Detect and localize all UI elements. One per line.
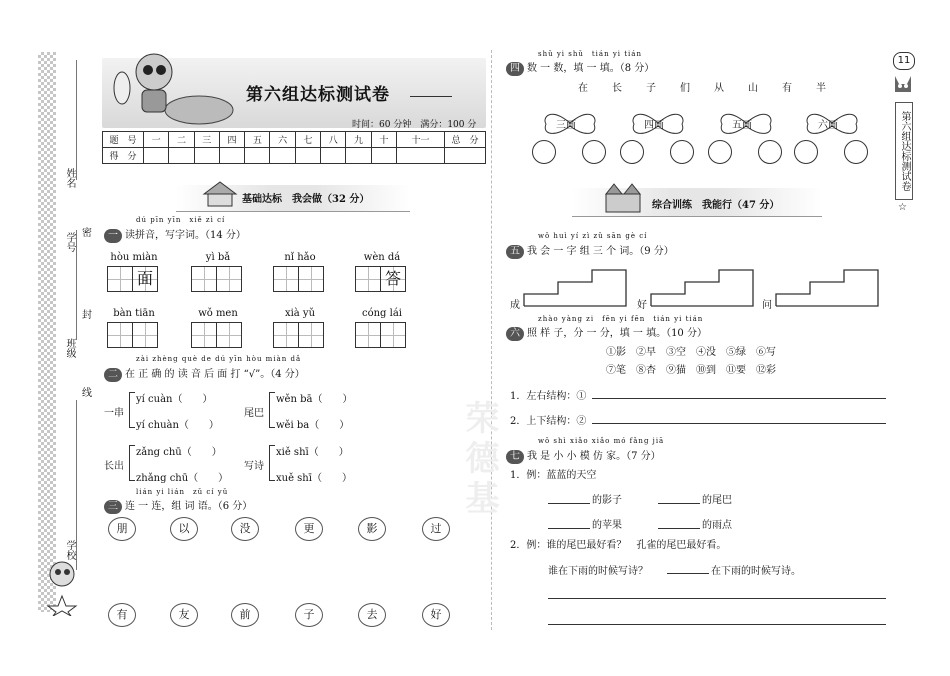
score-input-cell[interactable] (270, 148, 295, 164)
q4-number: 四 (506, 62, 524, 76)
center-fold (491, 50, 492, 630)
q4-char: 山 (748, 83, 758, 94)
q2-number: 二 (104, 368, 122, 382)
q7-s1: 谁在下雨的时候写诗？ (548, 566, 648, 577)
q4-char: 有 (782, 83, 792, 94)
score-header-cell: 九 (346, 132, 371, 148)
section1-title: 基础达标 我会做（32 分） (242, 194, 370, 205)
watermark: 荣德基 (459, 400, 499, 520)
char-cell[interactable] (216, 266, 242, 292)
q2-pinyin: zài zhèng què de dú yīn hòu miàn dǎ (136, 355, 302, 363)
q5-number: 五 (506, 245, 524, 259)
q1-number: 一 (104, 229, 122, 243)
score-header-cell: 七 (295, 132, 320, 148)
answer-circle[interactable] (708, 140, 732, 164)
q4-text: 数 一 数，填 一 填。（8 分） (527, 63, 655, 74)
name-label: 姓名 (64, 168, 75, 188)
q1-writing-grid[interactable] (108, 322, 158, 348)
answer-circle[interactable] (582, 140, 606, 164)
q1-pinyin-label: wǒ men (198, 308, 238, 319)
score-header-cell: 二 (169, 132, 194, 148)
q4-char: 在 (578, 83, 588, 94)
mascot-icon (42, 556, 82, 616)
q7-blank2[interactable] (658, 503, 700, 504)
q7-example1: 1．例：蓝蓝的天空 (510, 470, 597, 481)
q7-blank4[interactable] (658, 528, 700, 529)
q7-number: 七 (506, 450, 524, 464)
q2-brace (129, 445, 135, 481)
q4-char: 们 (680, 83, 690, 94)
word-flower[interactable]: 好 (422, 603, 450, 627)
q2-brace (269, 392, 275, 428)
char-cell[interactable] (191, 322, 217, 348)
q6-number: 六 (506, 327, 524, 341)
id-label: 学号 (64, 232, 75, 252)
q1-pinyin-label: nǐ hǎo (284, 252, 316, 263)
score-header-cell: 五 (245, 132, 270, 148)
star-icon: ☆ (898, 202, 907, 213)
score-input-cell[interactable] (321, 148, 346, 164)
word-flower[interactable]: 子 (295, 603, 323, 627)
q5-pinyin: wǒ huì yí zì zǔ sān gè cí (538, 232, 648, 240)
page-title: 第六组达标测试卷 (246, 85, 390, 105)
q7-blank3[interactable] (548, 528, 590, 529)
answer-circle[interactable] (670, 140, 694, 164)
q5-heading (506, 242, 674, 259)
score-header-cell: 题 号 (103, 132, 144, 148)
stroke-count-label: 三画 (556, 120, 576, 131)
q7-pinyin: wǒ shì xiǎo xiǎo mó fǎng jiā (538, 437, 665, 445)
q1-pinyin-label: cóng lái (362, 308, 402, 319)
q4-heading (506, 59, 654, 76)
q3-number: 三 (104, 500, 122, 514)
q1-pinyin-label: yì bǎ (205, 252, 231, 263)
word-flower[interactable]: 以 (170, 517, 198, 541)
word-flower[interactable]: 没 (231, 517, 259, 541)
q1-pinyin-label: hòu miàn (110, 252, 158, 263)
stroke-count-label: 六画 (818, 120, 838, 131)
q2-text: 在 正 确 的 读 音 后 面 打 “√”。（4 分） (125, 369, 305, 380)
q2-option[interactable]: zhǎng chū（ ） (136, 473, 229, 484)
q4-char: 半 (816, 83, 826, 94)
q4-char: 长 (612, 83, 622, 94)
char-cell[interactable] (273, 322, 299, 348)
score-header-cell: 三 (194, 132, 219, 148)
q2-word: 写诗 (244, 461, 264, 472)
q2-option[interactable]: yí chuàn（ ） (136, 420, 219, 431)
score-input-cell[interactable] (169, 148, 194, 164)
stroke-count-label: 五画 (732, 120, 752, 131)
q1-pinyin-label: wèn dá (363, 252, 401, 263)
cartoon-mascot-icon (104, 48, 234, 128)
seal-mi: 密 (82, 228, 92, 239)
q2-option[interactable]: wěn bā（ ） (276, 394, 353, 405)
score-input-cell[interactable] (371, 148, 396, 164)
q7-b2: 的尾巴 (702, 495, 732, 506)
q1-writing-grid[interactable] (356, 322, 406, 348)
char-cell[interactable] (107, 322, 133, 348)
score-header-cell: 四 (219, 132, 244, 148)
q2-option[interactable]: xuě shī（ ） (276, 473, 352, 484)
word-flower[interactable]: 去 (358, 603, 386, 627)
q6-pinyin: zhào yàng zi fēn yi fēn tián yi tián (538, 315, 704, 323)
word-flower[interactable]: 前 (231, 603, 259, 627)
q1-writing-grid[interactable] (192, 266, 242, 292)
q7-example2: 2．例：谁的尾巴最好看？ 孔雀的尾巴最好看。 (510, 540, 727, 551)
score-header-cell: 十 (371, 132, 396, 148)
q6-text: 照 样 子，分 一 分，填 一 填。（10 分） (527, 328, 707, 339)
q2-word: 长出 (104, 461, 124, 472)
word-flower[interactable]: 更 (295, 517, 323, 541)
section2-title: 综合训练 我能行（47 分） (652, 200, 780, 211)
q2-heading (104, 365, 305, 382)
school-label: 学校 (64, 540, 75, 560)
q2-option[interactable]: yí cuàn（ ） (136, 394, 213, 405)
q7-answer-line2[interactable] (548, 624, 886, 625)
char-cell[interactable] (355, 266, 381, 292)
seal-xian: 线 (82, 388, 92, 399)
q2-option[interactable]: zǎng chū（ ） (136, 447, 222, 458)
q6-answer2-line[interactable] (592, 423, 886, 424)
q4-char: 子 (646, 83, 656, 94)
q7-blank5[interactable] (667, 573, 709, 574)
word-flower[interactable]: 过 (422, 517, 450, 541)
q2-option[interactable]: xiě shī（ ） (276, 447, 349, 458)
q6-row1: ①影 ②早 ③空 ④没 ⑤绿 ⑥写 (606, 347, 776, 358)
score-input-cell[interactable] (295, 148, 320, 164)
side-title: 第六组达标测试卷 (895, 102, 913, 200)
q6-answer2-label: 2．上下结构：② (510, 416, 587, 427)
q7-blank1[interactable] (548, 503, 590, 504)
score-header-cell: 十一 (396, 132, 444, 148)
char-cell[interactable] (298, 266, 324, 292)
stroke-count-label: 四画 (644, 120, 664, 131)
q6-heading (506, 324, 707, 341)
char-cell[interactable] (380, 322, 406, 348)
q7-text: 我 是 小 小 模 仿 家。（7 分） (527, 451, 661, 462)
q1-writing-grid[interactable] (356, 266, 406, 292)
score-input-cell[interactable] (245, 148, 270, 164)
char-cell[interactable] (273, 266, 299, 292)
q1-text: 读拼音，写字词。（14 分） (125, 230, 246, 241)
q5-char: 成 (510, 300, 520, 311)
q2-brace (129, 392, 135, 428)
score-input-cell[interactable] (445, 148, 486, 164)
q1-writing-grid[interactable] (108, 266, 158, 292)
char-cell[interactable]: 答 (380, 266, 406, 292)
class-label: 班级 (64, 338, 75, 358)
score-table (102, 131, 486, 164)
q5-char: 问 (762, 300, 772, 311)
q1-writing-grid[interactable] (274, 266, 324, 292)
q6-answer1-line[interactable] (592, 398, 886, 399)
score-label-cell: 得 分 (103, 148, 144, 164)
q1-writing-grid[interactable] (192, 322, 242, 348)
q1-pinyin-label: xià yǔ (284, 308, 316, 319)
score-header-cell: 一 (144, 132, 169, 148)
name-line (76, 60, 77, 180)
q2-brace (269, 445, 275, 481)
cat-icon (891, 70, 915, 100)
score-input-cell[interactable] (396, 148, 444, 164)
word-flower[interactable]: 朋 (108, 517, 136, 541)
q4-char: 从 (714, 83, 724, 94)
char-cell[interactable] (132, 322, 158, 348)
char-cell[interactable] (191, 266, 217, 292)
q1-writing-grid[interactable] (274, 322, 324, 348)
time-info: 时间：60 分钟 满分：100 分 (352, 120, 477, 130)
q5-char: 好 (637, 300, 647, 311)
word-stairs[interactable] (522, 268, 632, 308)
char-cell[interactable] (216, 322, 242, 348)
char-cell[interactable] (355, 322, 381, 348)
q7-answer-line1[interactable] (548, 598, 886, 599)
answer-circle[interactable] (758, 140, 782, 164)
q5-text: 我 会 一 字 组 三 个 词。（9 分） (527, 246, 674, 257)
q6-row2: ⑦笔 ⑧杏 ⑨猫 ⑩到 ⑪要 ⑫彩 (606, 365, 776, 376)
q2-word: 尾巴 (244, 408, 264, 419)
score-input-cell[interactable] (219, 148, 244, 164)
score-input-cell[interactable] (194, 148, 219, 164)
char-cell[interactable]: 面 (132, 266, 158, 292)
q6-answer1-label: 1．左右结构：① (510, 391, 587, 402)
word-flower[interactable]: 有 (108, 603, 136, 627)
page-number: 11 (893, 52, 915, 70)
q1-heading (104, 226, 246, 243)
q3-pinyin: lián yi lián zǔ cí yǔ (136, 488, 229, 496)
char-cell[interactable] (107, 266, 133, 292)
binding-pattern (38, 52, 56, 612)
q7-s2: 在下雨的时候写诗。 (711, 566, 801, 577)
q3-text: 连 一 连，组 词 语。（6 分） (125, 501, 253, 512)
q4-pinyin: shǔ yi shǔ tián yi tián (538, 50, 642, 58)
answer-circle[interactable] (844, 140, 868, 164)
answer-circle[interactable] (794, 140, 818, 164)
score-input-cell[interactable] (346, 148, 371, 164)
score-input-cell[interactable] (144, 148, 169, 164)
house-icon (200, 180, 240, 208)
word-flower[interactable]: 友 (170, 603, 198, 627)
q2-word: 一串 (104, 408, 124, 419)
word-stairs[interactable] (774, 268, 884, 308)
q1-pinyin-label: bàn tiān (113, 308, 155, 319)
score-header-cell: 六 (270, 132, 295, 148)
q7-heading (506, 447, 661, 464)
q7-b4: 的雨点 (702, 520, 732, 531)
q7-b1: 的影子 (592, 495, 622, 506)
castle-icon (600, 182, 646, 214)
char-cell[interactable] (298, 322, 324, 348)
q1-pinyin: dú pīn yīn xiě zì cí (136, 216, 226, 224)
q3-heading (104, 497, 252, 514)
word-flower[interactable]: 影 (358, 517, 386, 541)
answer-circle[interactable] (620, 140, 644, 164)
word-stairs[interactable] (649, 268, 759, 308)
title-underline (410, 96, 452, 97)
q2-option[interactable]: wěi ba（ ） (276, 420, 350, 431)
q7-b3: 的苹果 (592, 520, 622, 531)
score-header-cell: 总 分 (445, 132, 486, 148)
seal-feng: 封 (82, 310, 92, 321)
answer-circle[interactable] (532, 140, 556, 164)
score-header-cell: 八 (321, 132, 346, 148)
